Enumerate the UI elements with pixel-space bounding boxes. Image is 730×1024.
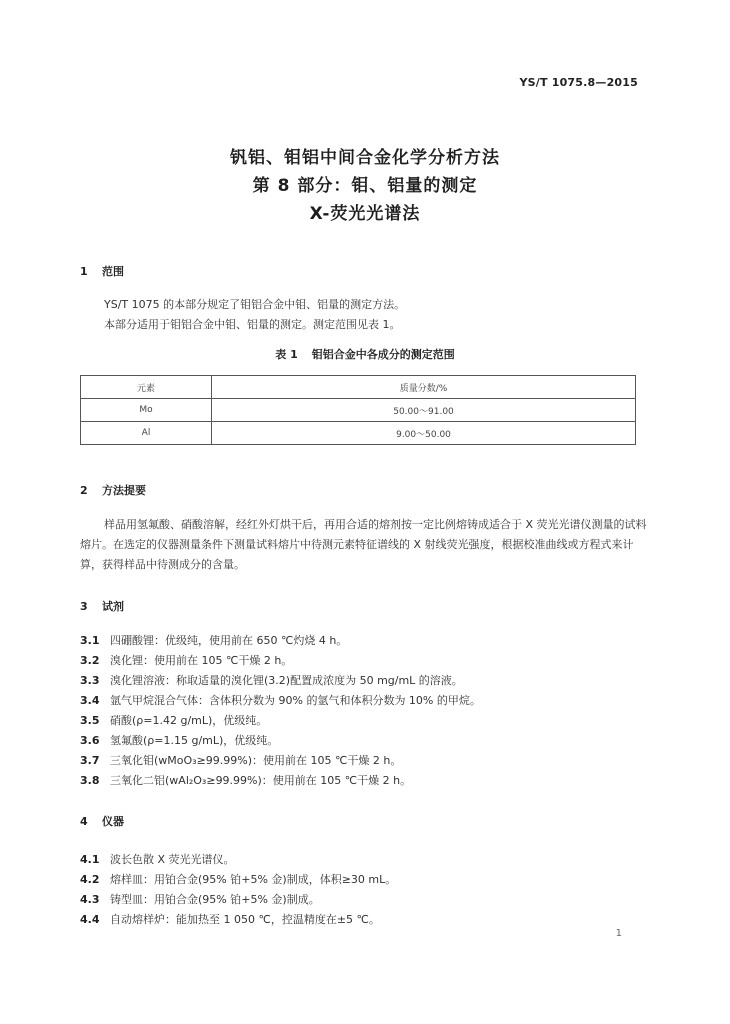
section-number: 3 <box>80 600 88 613</box>
item-text: 氢氟酸(ρ=1.15 g/mL)，优级纯。 <box>110 734 279 747</box>
table-cell: Al <box>81 422 212 445</box>
item-text: 三氧化二铝(wAl₂O₃≥99.99%)：使用前在 105 ℃干燥 2 h。 <box>110 774 412 787</box>
list-item <box>80 632 650 648</box>
list-item <box>80 871 650 887</box>
list-item <box>80 672 650 688</box>
document-title-line2: 第 8 部分：钼、铝量的测定 <box>252 176 478 196</box>
paragraph: YS/T 1075 的本部分规定了钼铝合金中钼、铝量的测定方法。 <box>104 298 406 311</box>
section-title: 试剂 <box>102 600 124 613</box>
measurement-range-table <box>80 375 636 445</box>
item-text: 波长色散 X 荧光光谱仪。 <box>110 853 235 866</box>
item-text: 溴化锂溶液：称取适量的溴化锂(3.2)配置成浓度为 50 mg/mL 的溶液。 <box>110 674 463 687</box>
item-text: 硝酸(ρ=1.42 g/mL)，优级纯。 <box>110 714 268 727</box>
table-row <box>81 399 636 422</box>
section-title: 仪器 <box>102 815 124 828</box>
item-number: 4.4 <box>80 913 100 926</box>
item-number: 3.1 <box>80 634 100 647</box>
table-caption <box>0 346 730 362</box>
section-number: 4 <box>80 815 88 828</box>
table-title: 钼铝合金中各成分的测定范围 <box>311 348 455 361</box>
item-text: 三氧化钼(wMoO₃≥99.99%)：使用前在 105 ℃干燥 2 h。 <box>110 754 402 767</box>
list-item <box>80 712 650 728</box>
section-title: 范围 <box>102 265 124 278</box>
item-number: 3.7 <box>80 754 100 767</box>
standard-code: YS/T 1075.8—2015 <box>519 76 638 89</box>
list-item <box>80 652 650 668</box>
item-number: 3.8 <box>80 774 100 787</box>
list-item <box>80 772 650 788</box>
column-header: 元素 <box>81 376 212 399</box>
section-2-body: 样品用氢氟酸、硝酸溶解，经红外灯烘干后，再用合适的熔剂按一定比例熔铸成适合于 X 荧光光谱仪测量的试料熔片。在选定的仪器测量条件下测量试料熔片中待测元素特征谱线的 X 射线荧光强度，根据校准曲线或方程式来计算，获得样品中待测成分的含量。 <box>80 518 647 571</box>
item-text: 铸型皿：用铂合金(95% 铂+5% 金)制成。 <box>110 893 320 906</box>
list-item <box>80 692 650 708</box>
table-header-row <box>81 376 636 399</box>
item-number: 3.3 <box>80 674 100 687</box>
item-number: 4.1 <box>80 853 100 866</box>
document-title-line3: X-荧光光谱法 <box>309 204 421 224</box>
table-cell: 9.00～50.00 <box>212 422 636 445</box>
item-number: 4.2 <box>80 873 100 886</box>
table-label: 表 1 <box>275 348 298 361</box>
section-1-body <box>80 295 650 335</box>
document-title-line1: 钒铝、钼铝中间合金化学分析方法 <box>230 148 500 168</box>
item-text: 熔样皿：用铂合金(95% 铂+5% 金)制成，体积≥30 mL。 <box>110 873 397 886</box>
section-number: 1 <box>80 265 88 278</box>
section-2-heading <box>80 482 146 498</box>
column-header: 质量分数/% <box>212 376 636 399</box>
paragraph: 本部分适用于钼铝合金中钼、铝量的测定。测定范围见表 1。 <box>104 318 401 331</box>
section-number: 2 <box>80 484 88 497</box>
item-text: 溴化锂：使用前在 105 ℃干燥 2 h。 <box>110 654 293 667</box>
table-row <box>81 422 636 445</box>
table-cell: 50.00～91.00 <box>212 399 636 422</box>
section-1-heading <box>80 263 124 279</box>
list-item <box>80 891 650 907</box>
item-number: 4.3 <box>80 893 100 906</box>
item-text: 氩气甲烷混合气体：含体积分数为 90% 的氩气和体积分数为 10% 的甲烷。 <box>110 694 481 707</box>
list-item <box>80 851 650 867</box>
item-text: 自动熔样炉：能加热至 1 050 ℃，控温精度在±5 ℃。 <box>110 913 380 926</box>
list-item <box>80 752 650 768</box>
list-item <box>80 732 650 748</box>
item-number: 3.2 <box>80 654 100 667</box>
item-number: 3.4 <box>80 694 100 707</box>
section-3-heading <box>80 598 124 614</box>
item-text: 四硼酸锂：优级纯，使用前在 650 ℃灼烧 4 h。 <box>110 634 348 647</box>
section-title: 方法提要 <box>102 484 146 497</box>
list-item <box>80 911 650 927</box>
item-number: 3.5 <box>80 714 100 727</box>
item-number: 3.6 <box>80 734 100 747</box>
section-4-heading <box>80 813 124 829</box>
page-number: 1 <box>615 928 622 939</box>
table-cell: Mo <box>81 399 212 422</box>
